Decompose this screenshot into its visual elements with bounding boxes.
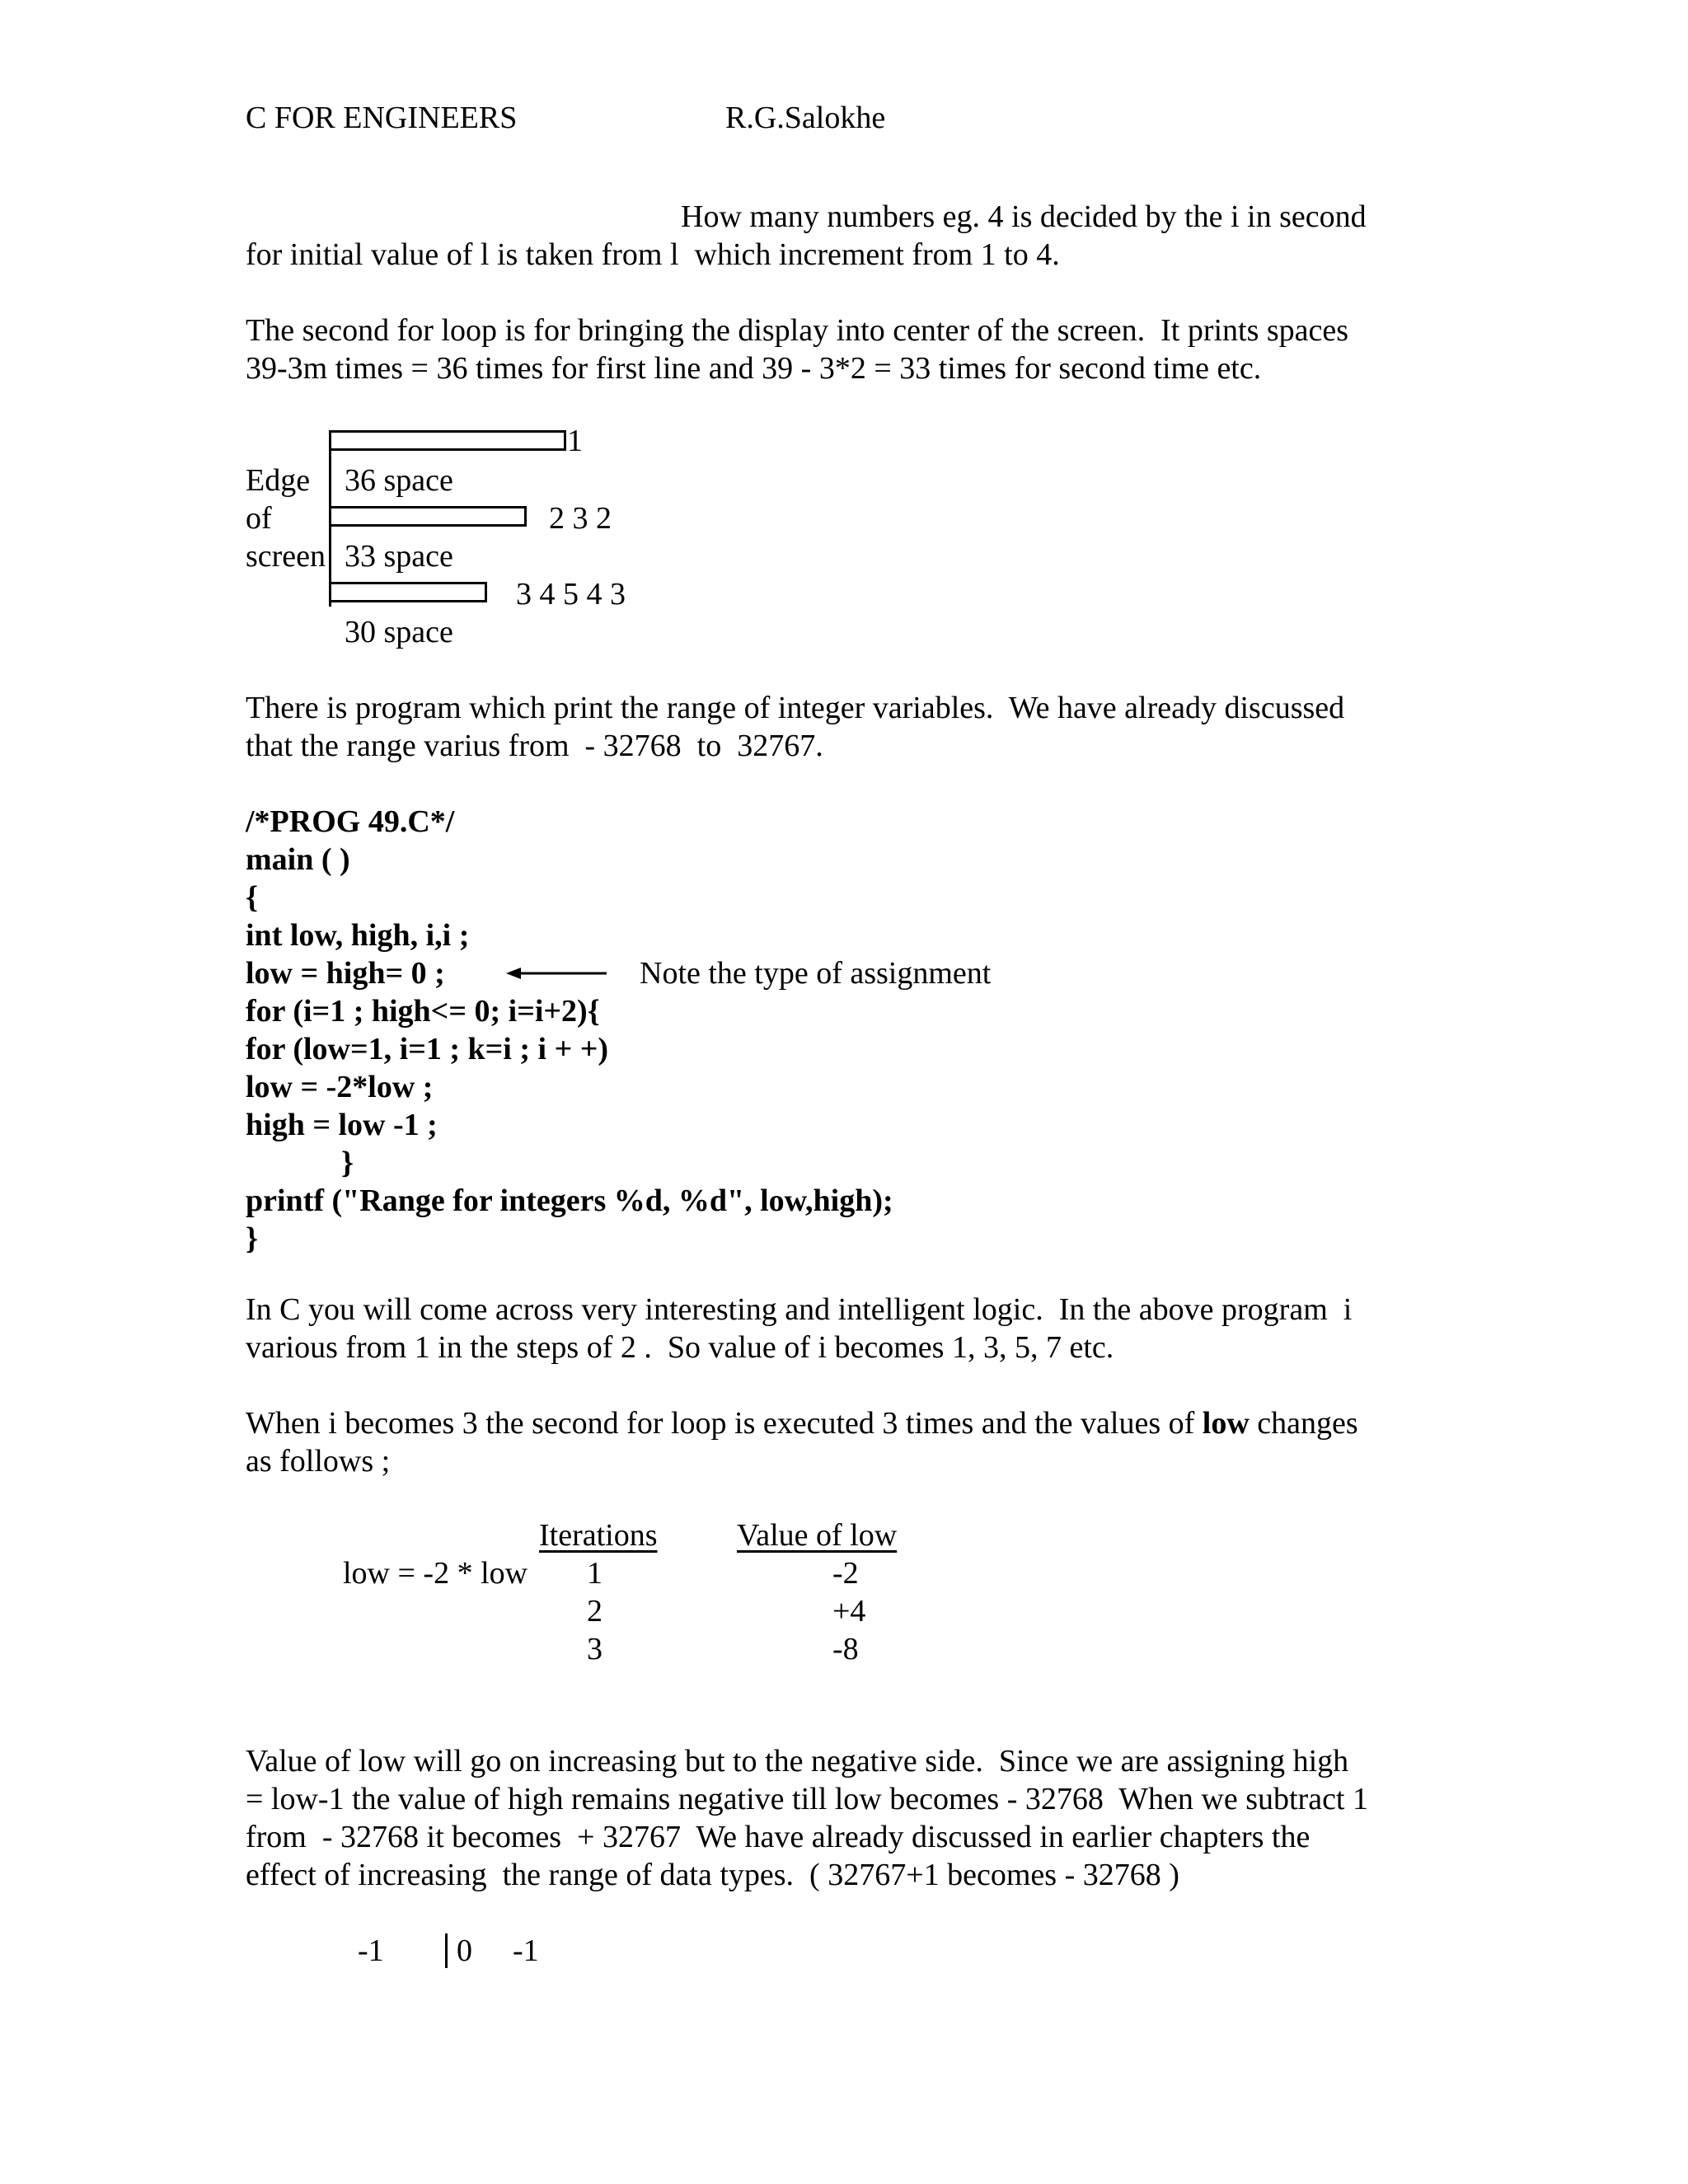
- table-cell-iteration: 3: [587, 1632, 603, 1666]
- para-final-line-1: Value of low will go on increasing but to the negative side. Since we are assigning high: [246, 1744, 1349, 1779]
- header-title: C FOR ENGINEERS: [246, 101, 518, 135]
- footer-right-value: -1: [513, 1933, 539, 1968]
- table-cell-value: +4: [832, 1594, 866, 1629]
- para-logic-line-2: various from 1 in the steps of 2 . So value of i becomes 1, 3, 5, 7 etc.: [246, 1330, 1114, 1365]
- code-line: for (i=1 ; high<= 0; i=i+2){: [246, 994, 600, 1029]
- para-range-line-1: There is program which print the range of integer variables. We have already discussed: [246, 691, 1345, 725]
- edge-label-3: screen: [246, 539, 326, 574]
- code-line: }: [341, 1146, 354, 1180]
- edge-label-2: of: [246, 501, 272, 536]
- footer-left-value: -1: [358, 1933, 384, 1968]
- row3-bar: [329, 582, 487, 602]
- para-final-line-3: from - 32768 it becomes + 32767 We have already discussed in earlier chapters the: [246, 1820, 1311, 1854]
- para-when-line-2: as follows ;: [246, 1444, 391, 1479]
- row2-bar: [329, 506, 527, 527]
- table-header-value: Value of low: [737, 1518, 898, 1553]
- para-final-line-2: = low-1 the value of high remains negative till low becomes - 32768 When we subtract 1: [246, 1782, 1368, 1816]
- row2-value: 2 3 2: [549, 501, 612, 536]
- para-when-text-b: changes: [1249, 1406, 1358, 1441]
- edge-label-1: Edge: [246, 463, 311, 498]
- table-cell-iteration: 2: [587, 1594, 603, 1629]
- code-line: {: [246, 880, 258, 915]
- code-line: for (low=1, i=1 ; k=i ; i + +): [246, 1032, 609, 1066]
- code-line: low = high= 0 ;: [246, 956, 445, 991]
- table-header-iterations: Iterations: [539, 1518, 658, 1553]
- para-loop-line-2: 39-3m times = 36 times for first line and 39 - 3*2 = 33 times for second time etc.: [246, 351, 1262, 386]
- footer-divider: [445, 1933, 448, 1968]
- row3-value: 3 4 5 4 3: [516, 577, 626, 612]
- row1-space-label: 36 space: [345, 463, 453, 498]
- table-cell-iteration: 1: [587, 1556, 603, 1591]
- para-when-text-a: When i becomes 3 the second for loop is executed 3 times and the values of: [246, 1406, 1203, 1441]
- arrow-left-icon: [504, 963, 608, 984]
- code-line: int low, high, i,i ;: [246, 918, 470, 953]
- code-line: printf ("Range for integers %d, %d", low,high);: [246, 1183, 893, 1218]
- header-author: R.G.Salokhe: [725, 101, 886, 135]
- code-line: main ( ): [246, 842, 350, 877]
- code-line: }: [246, 1221, 258, 1256]
- para-logic-line-1: In C you will come across very interesting and intelligent logic. In the above program i: [246, 1292, 1353, 1327]
- row1-bar: [329, 430, 566, 451]
- table-cell-value: -8: [832, 1632, 859, 1666]
- para-range-line-2: that the range varius from - 32768 to 32767.: [246, 729, 823, 763]
- assignment-note: Note the type of assignment: [640, 956, 992, 991]
- code-line: high = low -1 ;: [246, 1108, 438, 1142]
- footer-mid-value: 0: [457, 1933, 472, 1968]
- para-final-line-4: effect of increasing the range of data types. ( 32767+1 becomes - 32768 ): [246, 1858, 1179, 1892]
- para-loop-line-1: The second for loop is for bringing the display into center of the screen. It prints spaces: [246, 313, 1349, 348]
- intro-line-2: for initial value of l is taken from l which increment from 1 to 4.: [246, 237, 1060, 272]
- table-row-label: low = -2 * low: [343, 1556, 528, 1591]
- table-cell-value: -2: [832, 1556, 859, 1591]
- row1-value: 1: [567, 424, 583, 458]
- intro-line-1: How many numbers eg. 4 is decided by the i in second: [681, 199, 1367, 234]
- row3-space-label: 30 space: [345, 615, 453, 649]
- row2-space-label: 33 space: [345, 539, 453, 574]
- code-line: /*PROG 49.C*/: [246, 804, 455, 839]
- para-when-bold-low: low: [1202, 1406, 1250, 1441]
- para-when-line-1: [246, 1404, 1358, 1442]
- code-line: low = -2*low ;: [246, 1070, 434, 1104]
